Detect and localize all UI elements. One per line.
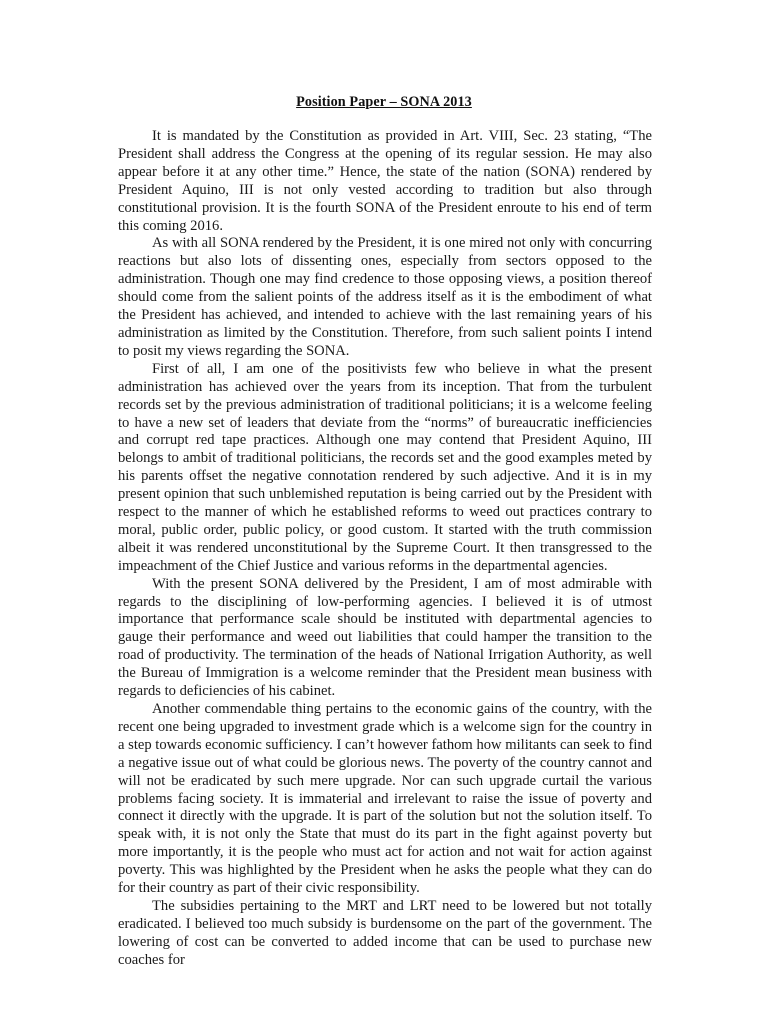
paragraph-positivist-view: First of all, I am one of the positivists few who believe in what the present administration has achieved over the years from its inception. That from the turbulent records set by the previous administration of traditional politicians; it is a welcome feeling to have a new set of leaders that deviate from the “norms” of bureaucratic inefficiencies and corrupt red tape practices. Although one may contend that President Aquino, III belongs to ambit of traditional politicians, the records set and the good examples meted by his parents offset the negative connotation rendered by such adjective. And it is in my present opinion that such unblemished reputation is being carried out by the President with respect to the manner of which he established reforms to weed out practices contrary to moral, public order, public policy, or good custom. It started with the truth commission albeit it was rendered unconstitutional by the Supreme Court. It then transgressed to the impeachment of the Chief Justice and various reforms in the departmental agencies. [118,360,652,574]
paragraph-reactions: As with all SONA rendered by the President, it is one mired not only with concurring reactions but also lots of dissenting ones, especially from sectors opposed to the administration. Though one may find credence to those opposing views, a position thereof should come from the salient points of the address itself as it is the embodiment of what the President has achieved, and intended to achieve with the last remaining years of his administration as limited by the Constitution. Therefore, from such salient points I intend to posit my views regarding the SONA. [118,235,652,359]
paragraph-economic-gains: Another commendable thing pertains to the economic gains of the country, with the recent one being upgraded to investment grade which is a welcome sign for the country in a step towards economic sufficiency. I can’t however fathom how militants can seek to find a negative issue out of what could be glorious news. The poverty of the country cannot and will not be eradicated by such mere upgrade. Nor can such upgrade curtail the various problems facing society. It is immaterial and irrelevant to raise the issue of poverty and connect it directly with the upgrade. It is part of the solution but not the solution itself. To speak with, it is not only the State that must do its part in the fight against poverty but more importantly, it is the people who must act for action and not wait for action against poverty. This was highlighted by the President when he asks the people what they can do for their country as part of their civic responsibility. [118,701,652,897]
paragraph-agency-discipline: With the present SONA delivered by the President, I am of most admirable with regards to the disciplining of low-performing agencies. I believed it is of utmost importance that performance scale should be instituted with departmental agencies to gauge their performance and weed out liabilities that could hamper the transition to the road of productivity. The termination of the heads of National Irrigation Authority, as well the Bureau of Immigration is a welcome reminder that the President mean business with regards to deficiencies of his cabinet. [118,575,652,700]
document-body [118,128,652,970]
paragraph-subsidies: The subsidies pertaining to the MRT and LRT need to be lowered but not totally eradicated. I believed too much subsidy is burdensome on the part of the government. The lowering of cost can be converted to added income that can be used to purchase new coaches for [118,897,652,968]
paragraph-constitutional-mandate: It is mandated by the Constitution as provided in Art. VIII, Sec. 23 stating, “The President shall address the Congress at the opening of its regular session. He may also appear before it at any other time.” Hence, the state of the nation (SONA) rendered by President Aquino, III is not only vested according to tradition but also through constitutional provision. It is the fourth SONA of the President enroute to his end of term this coming 2016. [118,128,652,234]
document-title: Position Paper – SONA 2013 [296,94,472,110]
